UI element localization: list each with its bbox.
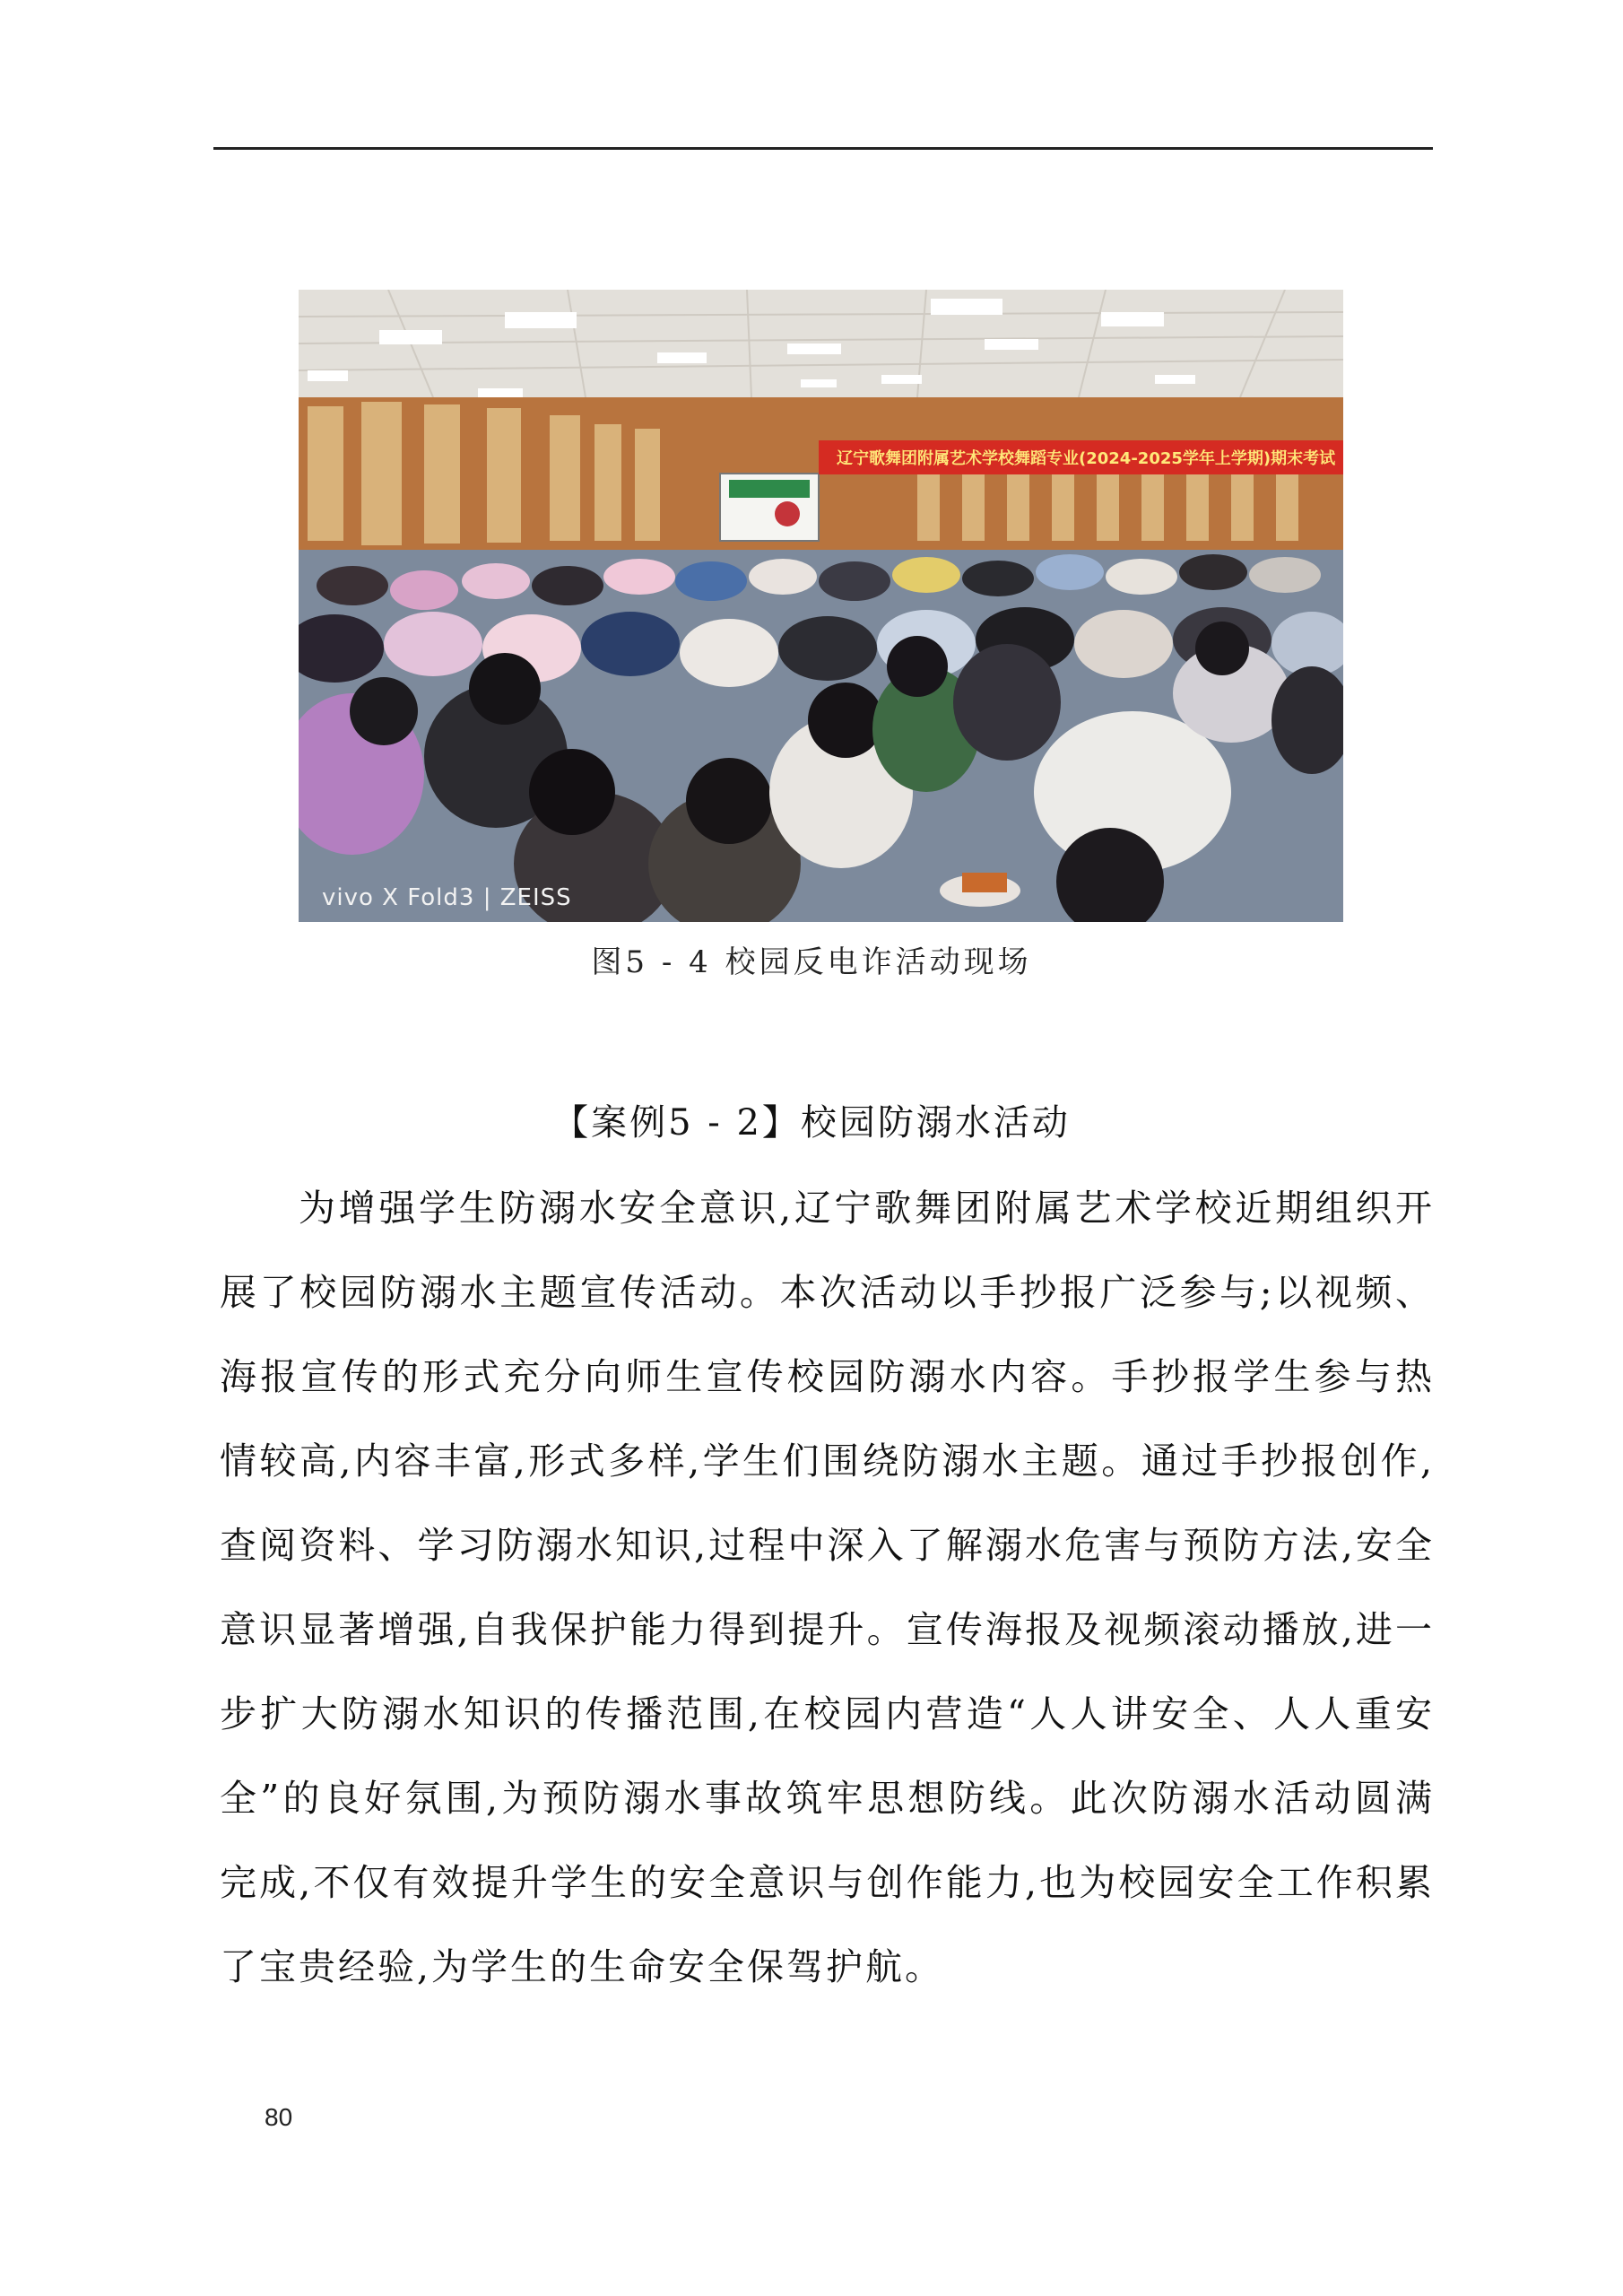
case-body-paragraph: 为增强学生防溺水安全意识,辽宁歌舞团附属艺术学校近期组织开展了校园防溺水主题宣传活动。本次活动以手抄报广泛参与;以视频、海报宣传的形式充分向师生宣传校园防溺水内容。手抄报学生参与热情较高,内容丰富,形式多样,学生们围绕防溺水主题。通过手抄报创作,查阅资料、学习防溺水知识,过程中深入了解溺水危害与预防方法,安全意识显著增强,自我保护能力得到提升。宣传海报及视频滚动播放,进一步扩大防溺水知识的传播范围,在校园内营造“人人讲安全、人人重安全”的良好氛围,为预防溺水事故筑牢思想防线。此次防溺水活动圆满完成,不仅有效提升学生的安全意识与创作能力,也为校园安全工作积累了宝贵经验,为学生的生命安全保驾护航。 <box>220 1187 1435 1988</box>
page-number: 80 <box>265 2103 293 2131</box>
event-photo <box>299 290 1343 922</box>
camera-watermark: vivo X Fold3 | ZEISS <box>322 884 572 911</box>
photo-illustration <box>299 290 1343 922</box>
header-rule <box>213 147 1433 150</box>
case-title: 【案例5 - 2】校园防溺水活动 <box>552 1102 1071 1144</box>
banner-text: 辽宁歌舞团附属艺术学校舞蹈专业(2024-2025学年上学期)期末考试 <box>837 449 1336 468</box>
figure-caption: 图5 - 4 校园反电诈活动现场 <box>591 944 1032 980</box>
